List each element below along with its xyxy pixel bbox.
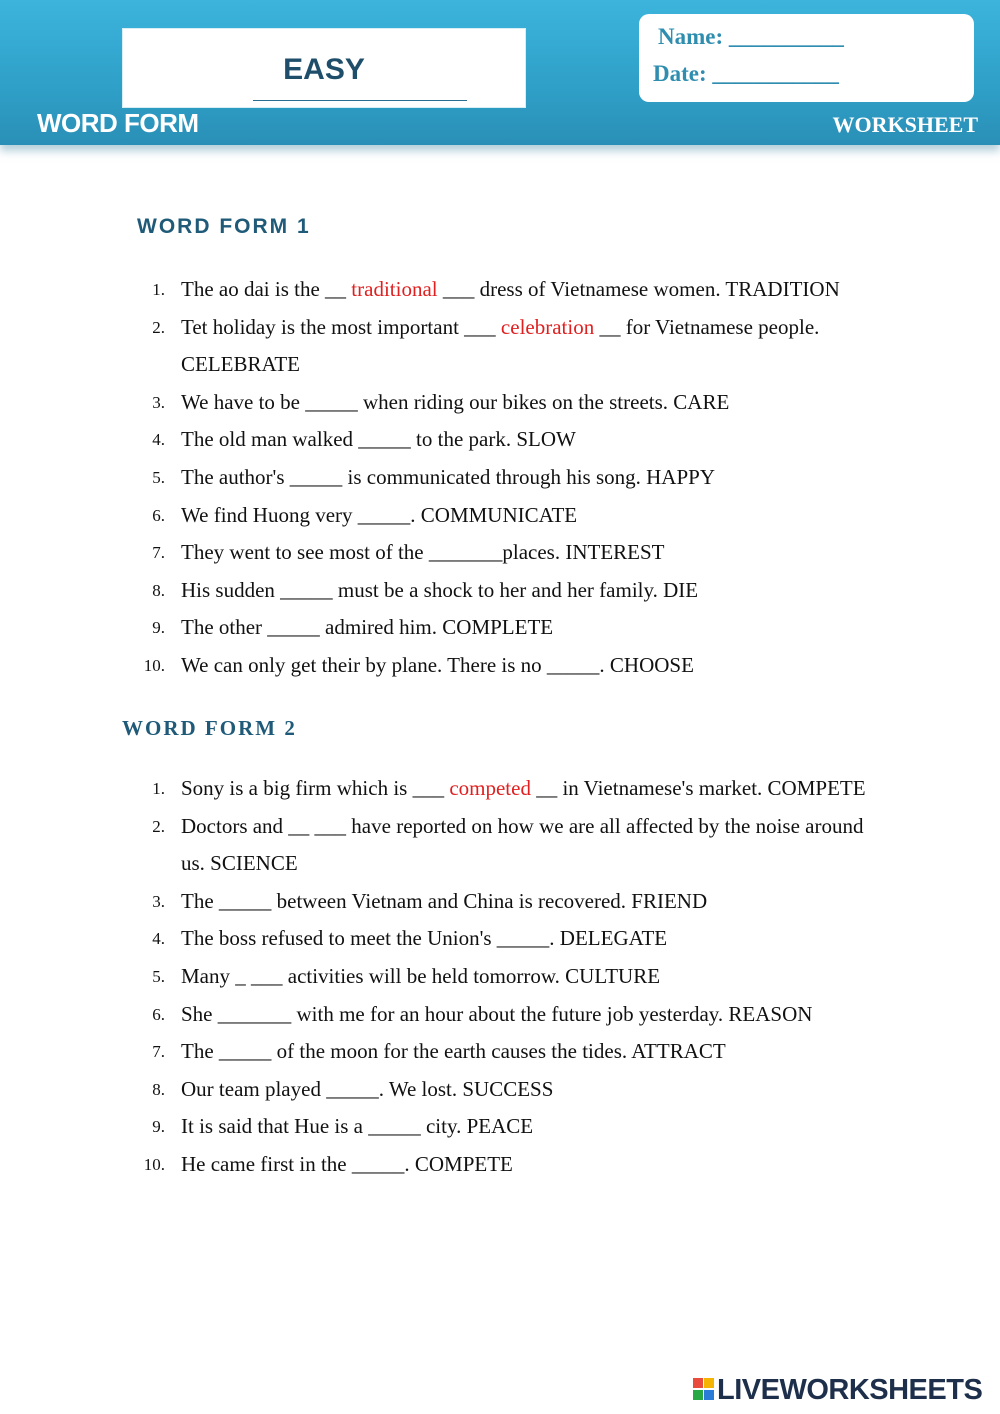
question-list xyxy=(0,770,1000,1184)
question-item xyxy=(0,647,871,685)
question-number: 9. xyxy=(152,1117,165,1137)
date-field[interactable]: Date: ___________ xyxy=(653,61,839,86)
question-text: The _____ between Vietnam and China is recovered. FRIEND xyxy=(181,888,708,913)
question-text-after: __ for Vietnamese people. CELEBRATE xyxy=(181,314,820,377)
question-number: 10. xyxy=(143,1154,165,1174)
section-title: WORD FORM 2 xyxy=(122,716,297,740)
question-item xyxy=(0,1071,871,1109)
question-item xyxy=(0,572,871,610)
question-item xyxy=(0,1146,871,1184)
question-number: 4. xyxy=(152,430,165,450)
question-item xyxy=(0,1108,871,1146)
level-box xyxy=(122,28,526,108)
name-field[interactable]: Name: __________ xyxy=(658,24,844,49)
question-text: We have to be _____ when riding our bikes on the streets. CARE xyxy=(181,389,730,414)
question-number: 7. xyxy=(152,543,165,563)
question-text: He came first in the _____. COMPETE xyxy=(181,1151,513,1176)
question-item xyxy=(0,808,871,883)
question-item xyxy=(0,534,871,572)
question-text: The ao dai is the __ xyxy=(181,277,352,301)
liveworksheets-logo xyxy=(693,1374,993,1406)
name-date-box xyxy=(639,14,974,102)
question-text: The author's _____ is communicated through his song. HAPPY xyxy=(181,464,715,489)
question-item xyxy=(0,459,871,497)
question-number: 8. xyxy=(152,1079,165,1099)
question-text: The old man walked _____ to the park. SLOW xyxy=(181,427,576,452)
question-number: 2. xyxy=(152,317,165,337)
question-text: We can only get their by plane. There is no _____. CHOOSE xyxy=(181,652,694,677)
question-text: Many _ ___ activities will be held tomorrow. CULTURE xyxy=(181,963,661,988)
question-item xyxy=(0,384,871,422)
question-number: 5. xyxy=(152,966,165,986)
question-number: 9. xyxy=(152,618,165,638)
logo-icon xyxy=(693,1378,715,1402)
logo-square xyxy=(704,1378,714,1388)
level-label: EASY xyxy=(283,53,365,86)
question-number: 1. xyxy=(152,280,165,299)
question-item xyxy=(0,497,871,535)
worksheet-subtitle: WORKSHEET xyxy=(832,112,978,137)
worksheet-title: WORD FORM xyxy=(37,108,199,138)
question-number: 2. xyxy=(152,816,165,836)
question-text-after: ___ dress of Vietnamese women. TRADITION xyxy=(437,277,840,301)
answer-text[interactable]: celebration xyxy=(500,314,595,339)
worksheet-header xyxy=(0,0,1000,145)
question-number: 6. xyxy=(152,505,165,525)
question-number: 4. xyxy=(152,929,165,949)
question-number: 7. xyxy=(152,1042,165,1062)
question-item xyxy=(0,883,871,921)
section-title: WORD FORM 1 xyxy=(137,215,311,238)
question-number: 8. xyxy=(152,580,165,600)
question-text: It is said that Hue is a _____ city. PEACE xyxy=(181,1114,534,1139)
question-text: She _______ with me for an hour about the future job yesterday. REASON xyxy=(181,1001,813,1026)
logo-square xyxy=(704,1390,714,1400)
question-text-after: __ in Vietnamese's market. COMPETE xyxy=(530,776,866,800)
answer-text[interactable]: competed xyxy=(449,776,531,800)
question-text: The boss refused to meet the Union's _____. DELEGATE xyxy=(181,926,668,951)
question-number: 1. xyxy=(152,779,165,798)
question-text: Our team played _____. We lost. SUCCESS xyxy=(181,1076,554,1101)
question-text: We find Huong very _____. COMMUNICATE xyxy=(181,502,578,527)
question-number: 5. xyxy=(152,467,165,487)
question-text: The _____ of the moon for the earth causes the tides. ATTRACT xyxy=(181,1039,726,1064)
question-text: The other _____ admired him. COMPLETE xyxy=(181,615,554,640)
question-number: 6. xyxy=(152,1004,165,1024)
question-number: 10. xyxy=(143,655,165,675)
level-underline xyxy=(253,100,467,101)
logo-square xyxy=(693,1378,703,1388)
question-item xyxy=(0,958,871,996)
question-number: 3. xyxy=(152,891,165,911)
answer-text[interactable]: traditional xyxy=(351,277,438,301)
question-text: Sony is a big firm which is ___ xyxy=(181,776,450,800)
question-text: His sudden _____ must be a shock to her and her family. DIE xyxy=(181,577,699,602)
question-number: 3. xyxy=(152,392,165,412)
question-item xyxy=(0,309,871,384)
question-text: Doctors and __ ___ have reported on how we are all affected by the noise around us. SCIENCE xyxy=(181,813,864,876)
logo-text: LIVEWORKSHEETS xyxy=(717,1374,983,1406)
question-item xyxy=(0,920,871,958)
question-text: They went to see most of the _______places. INTEREST xyxy=(181,540,665,565)
question-item xyxy=(0,770,871,808)
question-item xyxy=(0,1033,871,1071)
question-list xyxy=(0,271,1000,685)
question-item xyxy=(0,609,871,647)
question-text: Tet holiday is the most important ___ xyxy=(181,314,501,339)
question-item xyxy=(0,996,871,1034)
question-item xyxy=(0,271,871,309)
logo-square xyxy=(693,1390,703,1400)
question-item xyxy=(0,421,871,459)
